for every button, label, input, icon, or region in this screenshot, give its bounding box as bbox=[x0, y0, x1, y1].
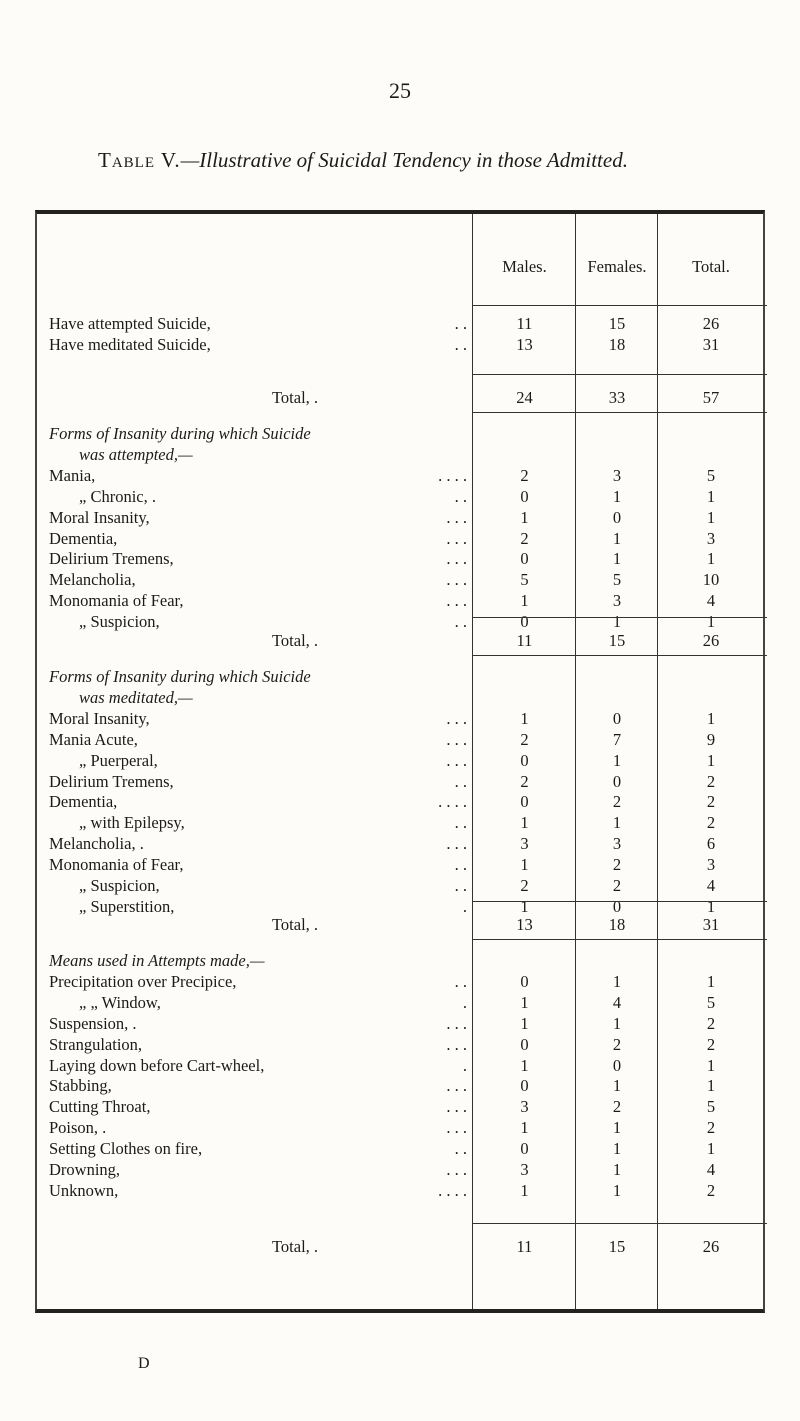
total-value: 4 bbox=[706, 876, 716, 895]
total-row-label: Total, . bbox=[272, 915, 319, 934]
total-value: 6 bbox=[706, 834, 716, 854]
total-value: 3 bbox=[706, 855, 716, 875]
printer-signature: D bbox=[138, 1355, 150, 1372]
males-value: 1 bbox=[520, 855, 529, 875]
total-value: 3 bbox=[706, 528, 716, 548]
section-heading-cont: was attempted,— bbox=[79, 444, 193, 464]
row-label: „ with Epilepsy, bbox=[79, 813, 185, 833]
males-value: 13 bbox=[516, 334, 533, 354]
males-value: 2 bbox=[520, 876, 529, 895]
females-value: 0 bbox=[612, 771, 622, 791]
grand-total: 31 bbox=[702, 915, 720, 934]
total-value: 1 bbox=[706, 1139, 716, 1159]
row-label: Have attempted Suicide, bbox=[49, 314, 211, 333]
females-value: 1 bbox=[612, 528, 622, 548]
males-value: 0 bbox=[520, 1034, 529, 1054]
column-divider-total bbox=[657, 214, 658, 1309]
males-value: 0 bbox=[520, 549, 529, 569]
dot-leader: . . . . bbox=[438, 1180, 467, 1200]
total-value: 31 bbox=[702, 334, 720, 354]
dot-leader: . . bbox=[454, 1139, 467, 1159]
total-value: 1 bbox=[706, 549, 716, 569]
total-value: 1 bbox=[706, 1076, 716, 1096]
section-heading: Forms of Insanity during which Suicide bbox=[49, 424, 311, 443]
dot-leader: . . . bbox=[446, 1076, 467, 1096]
row-label: „ Puerperal, bbox=[79, 750, 158, 770]
females-value: 0 bbox=[612, 1055, 622, 1075]
females-value: 1 bbox=[612, 486, 622, 506]
row-label: Moral Insanity, bbox=[49, 708, 150, 728]
females-value: 4 bbox=[612, 992, 622, 1012]
males-value: 0 bbox=[520, 1076, 529, 1096]
row-label: „ Chronic, . bbox=[79, 486, 156, 506]
row-label: Strangulation, bbox=[49, 1034, 143, 1054]
dot-leader: . . . . bbox=[438, 465, 467, 485]
males-value: 3 bbox=[520, 1097, 529, 1117]
males-value: 1 bbox=[520, 1118, 529, 1138]
dot-leader: . bbox=[462, 992, 467, 1012]
total-value: 2 bbox=[706, 792, 716, 812]
females-value: 2 bbox=[612, 1034, 622, 1054]
column-header-total: Total. bbox=[692, 257, 730, 276]
total-value: 26 bbox=[702, 314, 720, 333]
males-total: 11 bbox=[516, 1237, 533, 1256]
section-heading: Means used in Attempts made,— bbox=[49, 951, 265, 970]
row-label: Setting Clothes on fire, bbox=[49, 1139, 203, 1159]
subtotal-rule bbox=[472, 617, 767, 618]
row-label: Cutting Throat, bbox=[49, 1097, 151, 1117]
females-value: 5 bbox=[612, 570, 622, 590]
dot-leader: . . . bbox=[446, 591, 467, 611]
column-divider-females bbox=[575, 214, 576, 1309]
males-value: 1 bbox=[520, 1013, 529, 1033]
total-value: 1 bbox=[706, 1055, 716, 1075]
males-value: 3 bbox=[520, 1160, 529, 1179]
dot-leader: . bbox=[462, 1055, 467, 1075]
table-title-main: —Illustrative of Suicidal Tendency in those Admitted. bbox=[180, 148, 628, 172]
column-header-females: Females. bbox=[587, 257, 647, 276]
females-value: 3 bbox=[612, 834, 622, 854]
males-value: 3 bbox=[520, 834, 529, 854]
total-value: 10 bbox=[702, 570, 720, 590]
grand-total: 26 bbox=[702, 1237, 720, 1256]
section-rule bbox=[472, 655, 767, 656]
dot-leader: . . bbox=[454, 486, 467, 506]
total-value: 2 bbox=[706, 1118, 716, 1138]
row-label: „ Suspicion, bbox=[79, 612, 160, 632]
dot-leader: . . bbox=[454, 314, 467, 333]
females-value: 15 bbox=[608, 314, 626, 333]
males-value: 1 bbox=[520, 708, 529, 728]
females-value: 2 bbox=[612, 876, 622, 895]
row-label: „ Superstition, bbox=[79, 896, 175, 916]
females-value: 1 bbox=[612, 1180, 622, 1200]
dot-leader: . . . bbox=[446, 1160, 467, 1179]
dot-leader: . . bbox=[454, 334, 467, 354]
females-total: 15 bbox=[608, 1237, 626, 1256]
total-value: 4 bbox=[706, 591, 716, 611]
dot-leader: . . bbox=[454, 813, 467, 833]
males-value: 2 bbox=[520, 465, 529, 485]
total-row-label: Total, . bbox=[272, 388, 319, 407]
row-label: Suspension, . bbox=[49, 1013, 137, 1033]
females-value: 7 bbox=[612, 729, 622, 749]
subtotal-rule bbox=[472, 374, 767, 375]
males-value: 1 bbox=[520, 591, 529, 611]
females-value: 0 bbox=[612, 708, 622, 728]
row-label: „ „ Window, bbox=[79, 992, 161, 1012]
dot-leader: . . bbox=[454, 612, 467, 632]
row-label: Delirium Tremens, bbox=[49, 771, 174, 791]
males-value: 1 bbox=[520, 1180, 529, 1200]
dot-leader: . . bbox=[454, 876, 467, 895]
females-value: 1 bbox=[612, 1118, 622, 1138]
row-label: Moral Insanity, bbox=[49, 507, 150, 527]
dot-leader: . . . bbox=[446, 750, 467, 770]
total-value: 1 bbox=[706, 507, 716, 527]
dot-leader: . . . bbox=[446, 528, 467, 548]
row-label: Dementia, bbox=[49, 792, 118, 812]
row-label: Unknown, bbox=[49, 1180, 119, 1200]
total-row-label: Total, . bbox=[272, 631, 319, 650]
females-value: 1 bbox=[612, 813, 622, 833]
males-total: 13 bbox=[516, 915, 533, 934]
row-label: Have meditated Suicide, bbox=[49, 334, 211, 354]
row-label: Poison, . bbox=[49, 1118, 107, 1138]
column-divider-males bbox=[472, 214, 473, 1309]
females-value: 3 bbox=[612, 465, 622, 485]
total-value: 2 bbox=[706, 813, 716, 833]
dot-leader: . . . bbox=[446, 1013, 467, 1033]
males-value: 11 bbox=[516, 314, 533, 333]
dot-leader: . . . bbox=[446, 834, 467, 854]
row-label: Monomania of Fear, bbox=[49, 855, 184, 875]
subtotal-rule bbox=[472, 901, 767, 902]
females-value: 0 bbox=[612, 507, 622, 527]
females-total: 15 bbox=[608, 631, 626, 650]
row-label: Precipitation over Precipice, bbox=[49, 971, 237, 991]
total-value: 2 bbox=[706, 1013, 716, 1033]
males-value: 5 bbox=[520, 570, 529, 590]
males-value: 0 bbox=[520, 750, 529, 770]
females-value: 2 bbox=[612, 1097, 622, 1117]
grand-total: 26 bbox=[702, 631, 720, 650]
females-total: 33 bbox=[608, 388, 626, 407]
females-value: 1 bbox=[612, 971, 622, 991]
males-value: 2 bbox=[520, 771, 529, 791]
section-heading-cont: was meditated,— bbox=[79, 687, 193, 707]
dot-leader: . . bbox=[454, 855, 467, 875]
females-value: 1 bbox=[612, 612, 622, 632]
row-label: Dementia, bbox=[49, 528, 118, 548]
table-title-prefix: Table V. bbox=[98, 148, 181, 172]
total-value: 2 bbox=[706, 1180, 716, 1200]
females-value: 3 bbox=[612, 591, 622, 611]
total-value: 2 bbox=[706, 1034, 716, 1054]
males-total: 24 bbox=[516, 388, 533, 407]
females-value: 1 bbox=[612, 1139, 622, 1159]
females-value: 2 bbox=[612, 792, 622, 812]
dot-leader: . . bbox=[454, 771, 467, 791]
section-rule bbox=[472, 939, 767, 940]
males-value: 0 bbox=[520, 612, 529, 632]
males-value: 1 bbox=[520, 1055, 529, 1075]
row-label: „ Suspicion, bbox=[79, 876, 160, 895]
suicidal-tendency-table bbox=[35, 210, 765, 1313]
total-value: 1 bbox=[706, 896, 716, 916]
dot-leader: . . . bbox=[446, 549, 467, 569]
total-value: 1 bbox=[706, 486, 716, 506]
table-title bbox=[98, 148, 778, 173]
females-value: 1 bbox=[612, 1160, 622, 1179]
males-value: 1 bbox=[520, 992, 529, 1012]
dot-leader: . . . bbox=[446, 708, 467, 728]
total-value: 2 bbox=[706, 771, 716, 791]
females-value: 2 bbox=[612, 855, 622, 875]
subtotal-rule bbox=[472, 1223, 767, 1224]
total-value: 5 bbox=[706, 992, 716, 1012]
total-value: 5 bbox=[706, 1097, 716, 1117]
header-rule bbox=[472, 305, 767, 306]
row-label: Delirium Tremens, bbox=[49, 549, 174, 569]
total-value: 5 bbox=[706, 465, 716, 485]
males-value: 2 bbox=[520, 729, 529, 749]
total-value: 1 bbox=[706, 612, 716, 632]
males-value: 2 bbox=[520, 528, 529, 548]
males-value: 0 bbox=[520, 486, 529, 506]
dot-leader: . . . bbox=[446, 1097, 467, 1117]
total-row-label: Total, . bbox=[272, 1237, 319, 1256]
dot-leader: . . . bbox=[446, 507, 467, 527]
males-value: 0 bbox=[520, 971, 529, 991]
females-value: 1 bbox=[612, 750, 622, 770]
males-value: 1 bbox=[520, 896, 529, 916]
dot-leader: . . bbox=[454, 971, 467, 991]
dot-leader: . . . . bbox=[438, 792, 467, 812]
males-value: 1 bbox=[520, 507, 529, 527]
section-heading: Forms of Insanity during which Suicide bbox=[49, 667, 311, 686]
total-value: 1 bbox=[706, 750, 716, 770]
dot-leader: . . . bbox=[446, 1034, 467, 1054]
row-label: Stabbing, bbox=[49, 1076, 112, 1096]
dot-leader: . bbox=[462, 896, 467, 916]
males-value: 0 bbox=[520, 1139, 529, 1159]
page-number: 25 bbox=[389, 78, 411, 103]
total-value: 4 bbox=[706, 1160, 716, 1179]
row-label: Mania, bbox=[49, 465, 96, 485]
females-value: 0 bbox=[612, 896, 622, 916]
dot-leader: . . . bbox=[446, 570, 467, 590]
females-total: 18 bbox=[608, 915, 626, 934]
total-value: 1 bbox=[706, 971, 716, 991]
row-label: Melancholia, bbox=[49, 570, 136, 590]
section-rule bbox=[472, 412, 767, 413]
females-value: 1 bbox=[612, 549, 622, 569]
females-value: 1 bbox=[612, 1076, 622, 1096]
males-total: 11 bbox=[516, 631, 533, 650]
row-label: Drowning, bbox=[49, 1160, 121, 1179]
row-label: Mania Acute, bbox=[49, 729, 138, 749]
dot-leader: . . . bbox=[446, 729, 467, 749]
dot-leader: . . . bbox=[446, 1118, 467, 1138]
males-value: 1 bbox=[520, 813, 529, 833]
females-value: 18 bbox=[608, 334, 626, 354]
row-label: Melancholia, . bbox=[49, 834, 144, 854]
males-value: 0 bbox=[520, 792, 529, 812]
total-value: 9 bbox=[706, 729, 716, 749]
females-value: 1 bbox=[612, 1013, 622, 1033]
row-label: Monomania of Fear, bbox=[49, 591, 184, 611]
column-header-males: Males. bbox=[502, 257, 547, 276]
grand-total: 57 bbox=[702, 388, 720, 407]
row-label: Laying down before Cart-wheel, bbox=[49, 1055, 265, 1075]
total-value: 1 bbox=[706, 708, 716, 728]
